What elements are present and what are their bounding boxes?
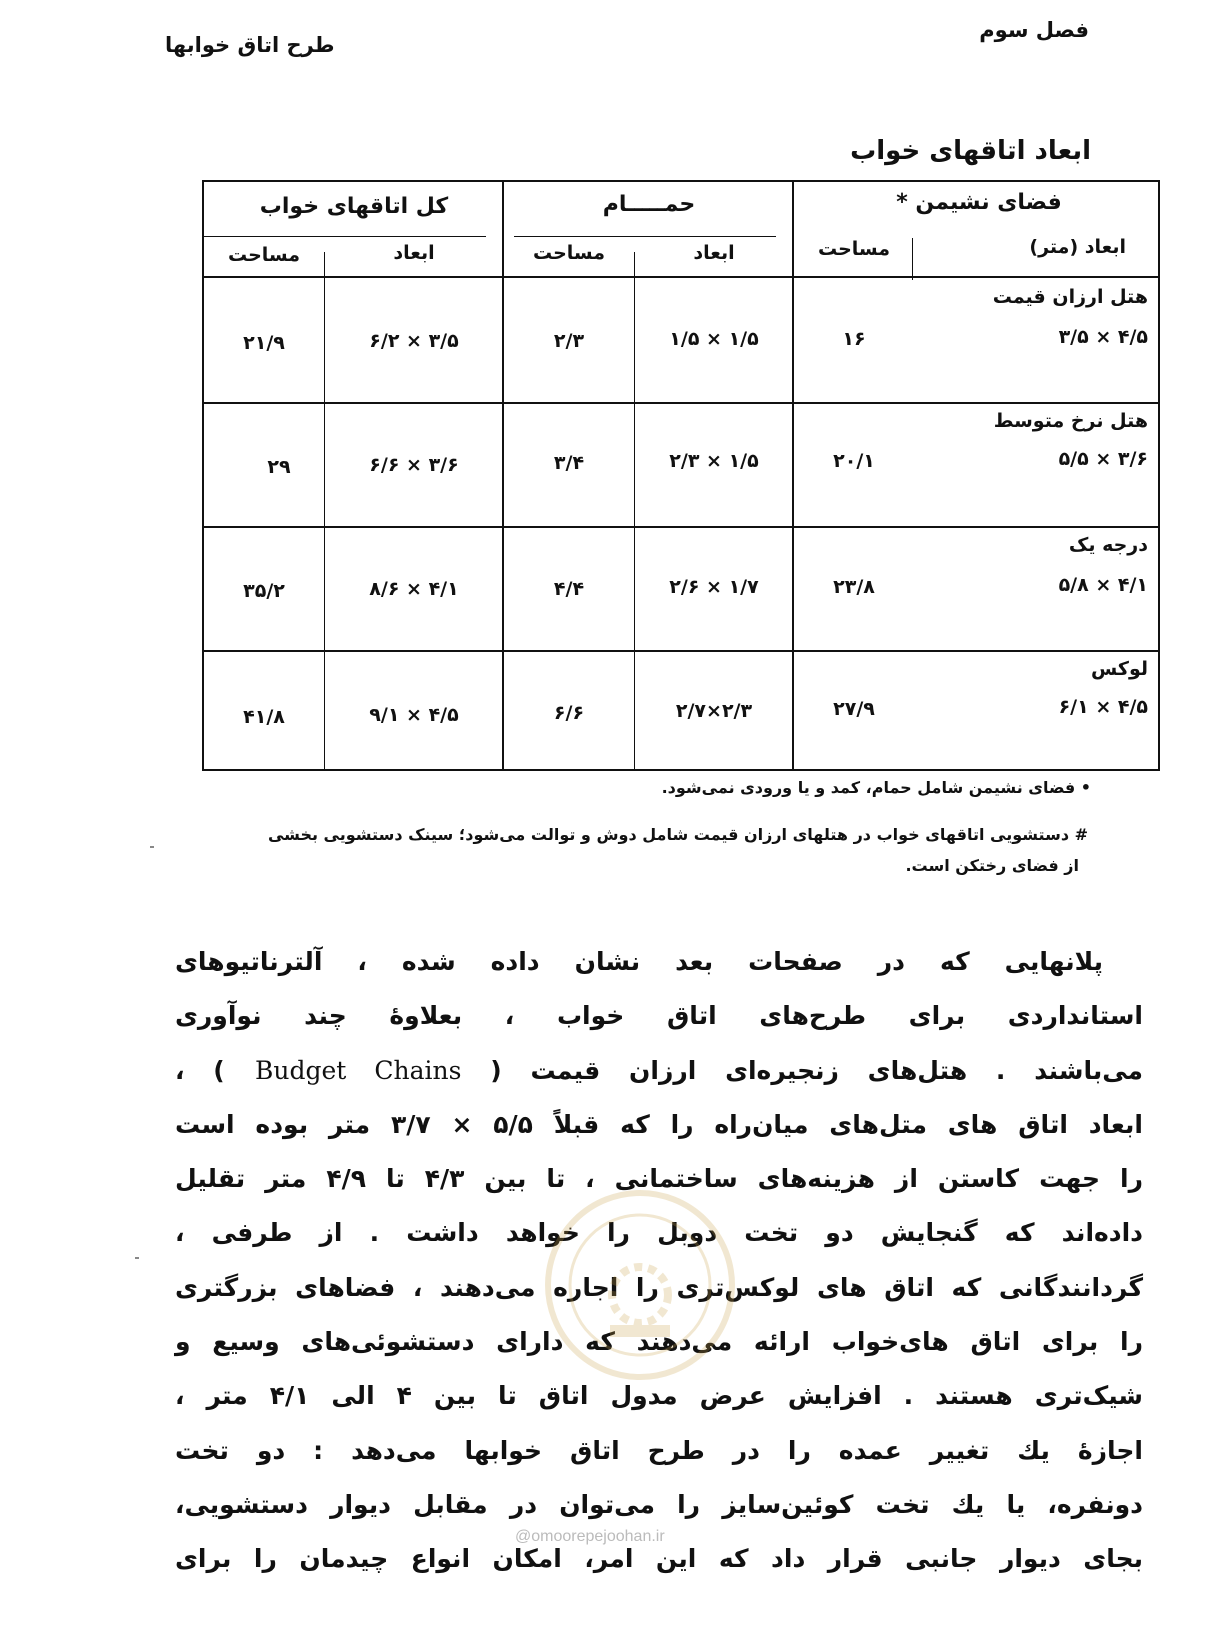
total-dims-header: ابعاد: [393, 242, 435, 264]
body-line: ابعاد اتاق های متل‌های میان‌راه را که قبلاً ۵/۵ × ۳/۷ متر بوده است: [175, 1109, 1143, 1139]
living-space-header: فضای نشیمن *: [896, 190, 1062, 215]
body-line: پلانهایی که در صفحات بعد نشان داده شده ، آلترناتیوهای: [175, 947, 1103, 976]
bath-area-header: مساحت: [532, 242, 606, 264]
footnote-bath-line1: # دستشویی اتاقهای خواب در هتلهای ارزان قیمت شامل دوش و توالت می‌شود؛ سینک دستشویی بخشی: [267, 825, 1088, 844]
divider-living-sub: [912, 238, 913, 280]
room-dimensions-table: [202, 180, 1160, 771]
row-total-area: ۲۱/۹: [243, 332, 285, 354]
watermark-url: @omoorepejoohan.ir: [515, 1528, 665, 1545]
row-bath-area: ۲/۳: [553, 330, 585, 352]
table-title: ابعاد اتاقهای خواب: [850, 136, 1091, 166]
living-area-header: مساحت: [817, 238, 891, 260]
watermark-stamp-logo: [540, 1185, 740, 1385]
bath-header-underline: [514, 236, 776, 237]
row-total-area: ۳۵/۲: [243, 580, 285, 602]
row-bath-area: ۳/۴: [553, 452, 585, 474]
footnote-bath-line2: از فضای رختکن است.: [905, 856, 1079, 875]
margin-mark: [150, 846, 154, 848]
margin-mark: [135, 1257, 139, 1259]
header-bottom-line: [204, 276, 1158, 278]
divider-bath-sub: [634, 252, 635, 769]
row-total-dims: ۴/۵ × ۹/۱: [369, 704, 459, 726]
divider-bath-living: [792, 182, 794, 769]
row-category: لوکس: [1091, 658, 1148, 680]
row-bath-dims: ۱/۵ × ۲/۳: [669, 450, 759, 472]
row-living-dims: ۳/۶ × ۵/۵: [1058, 448, 1148, 470]
row-bath-dims: ۲/۳×۲/۷: [675, 700, 753, 722]
body-line: شیک‌تری هستند . افزایش عرض مدول اتاق تا بین ۴ الی ۴/۱ متر ،: [175, 1381, 1143, 1411]
row-category: هتل ارزان قیمت: [992, 286, 1148, 308]
footnote-living: • فضای نشیمن شامل حمام، کمد و یا ورودی نمی‌شود.: [661, 778, 1091, 797]
total-header-underline: [204, 236, 486, 237]
body-line-part: می‌باشند . هتل‌های زنجیره‌ای ارزان قیمت (: [490, 1055, 1143, 1085]
row-total-area: ۲۹: [267, 456, 291, 478]
row-bath-area: ۶/۶: [553, 702, 585, 724]
chapter-header: فصل سوم: [979, 18, 1089, 42]
total-rooms-header: کل اتاقهای خواب: [259, 194, 449, 219]
body-line: را برای اتاق های‌خواب ارائه می‌دهند که دارای دستشوئی‌های وسیع و: [175, 1327, 1143, 1357]
row-bath-dims: ۱/۵ × ۱/۵: [669, 328, 759, 350]
row-category: هتل نرخ متوسط: [993, 410, 1148, 432]
row-living-area: ۲۷/۹: [833, 698, 875, 720]
row-category: درجه یک: [1068, 534, 1148, 556]
row-total-dims: ۳/۵ × ۶/۲: [369, 330, 459, 352]
row-line-2: [204, 526, 1158, 528]
row-bath-dims: ۱/۷ × ۲/۶: [669, 576, 759, 598]
row-line-1: [204, 402, 1158, 404]
body-line: را جهت کاستن از هزینه‌های ساختمانی ، تا بین ۴/۳ تا ۴/۹ متر تقلیل: [175, 1164, 1143, 1194]
body-line: استانداردی برای طرح‌های اتاق خواب ، بعلاوهٔ چند نوآوری: [175, 1001, 1143, 1031]
body-line: [175, 1044, 1143, 1098]
row-living-dims: ۴/۱ × ۵/۸: [1058, 574, 1148, 596]
body-line: دونفره، یا یك تخت کوئین‌سایز را می‌توان در مقابل دیوار دستشویی،: [175, 1489, 1143, 1519]
section-header: طرح اتاق خوابها: [165, 33, 335, 57]
row-bath-area: ۴/۴: [553, 578, 585, 600]
row-living-area: ۲۳/۸: [833, 576, 875, 598]
row-line-3: [204, 650, 1158, 652]
row-total-dims: ۴/۱ × ۸/۶: [369, 578, 459, 600]
bath-header: حمـــــام: [602, 192, 696, 217]
row-living-dims: ۴/۵ × ۳/۵: [1058, 326, 1148, 348]
living-dims-header: ابعاد (متر): [1029, 236, 1126, 258]
body-line: گردانندگانی که اتاق های لوکس‌تری را اجاره می‌دهند ، فضاهای بزرگتری: [175, 1272, 1143, 1302]
divider-total-sub: [324, 252, 325, 769]
body-line: بجای دیوار جانبی قرار داد که این امر، امکان انواع چیدمان را برای: [175, 1544, 1143, 1574]
total-area-header: مساحت: [227, 244, 301, 266]
divider-total-bath: [502, 182, 504, 769]
row-total-dims: ۳/۶ × ۶/۶: [369, 454, 459, 476]
row-total-area: ۴۱/۸: [243, 706, 285, 728]
row-living-dims: ۴/۵ × ۶/۱: [1058, 696, 1148, 718]
bath-dims-header: ابعاد: [693, 242, 735, 264]
latin-term: Budget Chains: [255, 1055, 462, 1085]
row-living-area: ۱۶: [842, 328, 866, 350]
body-line: اجازهٔ یك تغییر عمده را در طرح اتاق خوابها می‌دهد : دو تخت: [175, 1435, 1143, 1465]
body-line: داده‌اند که گنجایش دو تخت دوبل را خواهد داشت . از طرفی ،: [175, 1218, 1143, 1248]
row-living-area: ۲۰/۱: [833, 450, 875, 472]
body-line-part: ) ،: [175, 1055, 225, 1085]
